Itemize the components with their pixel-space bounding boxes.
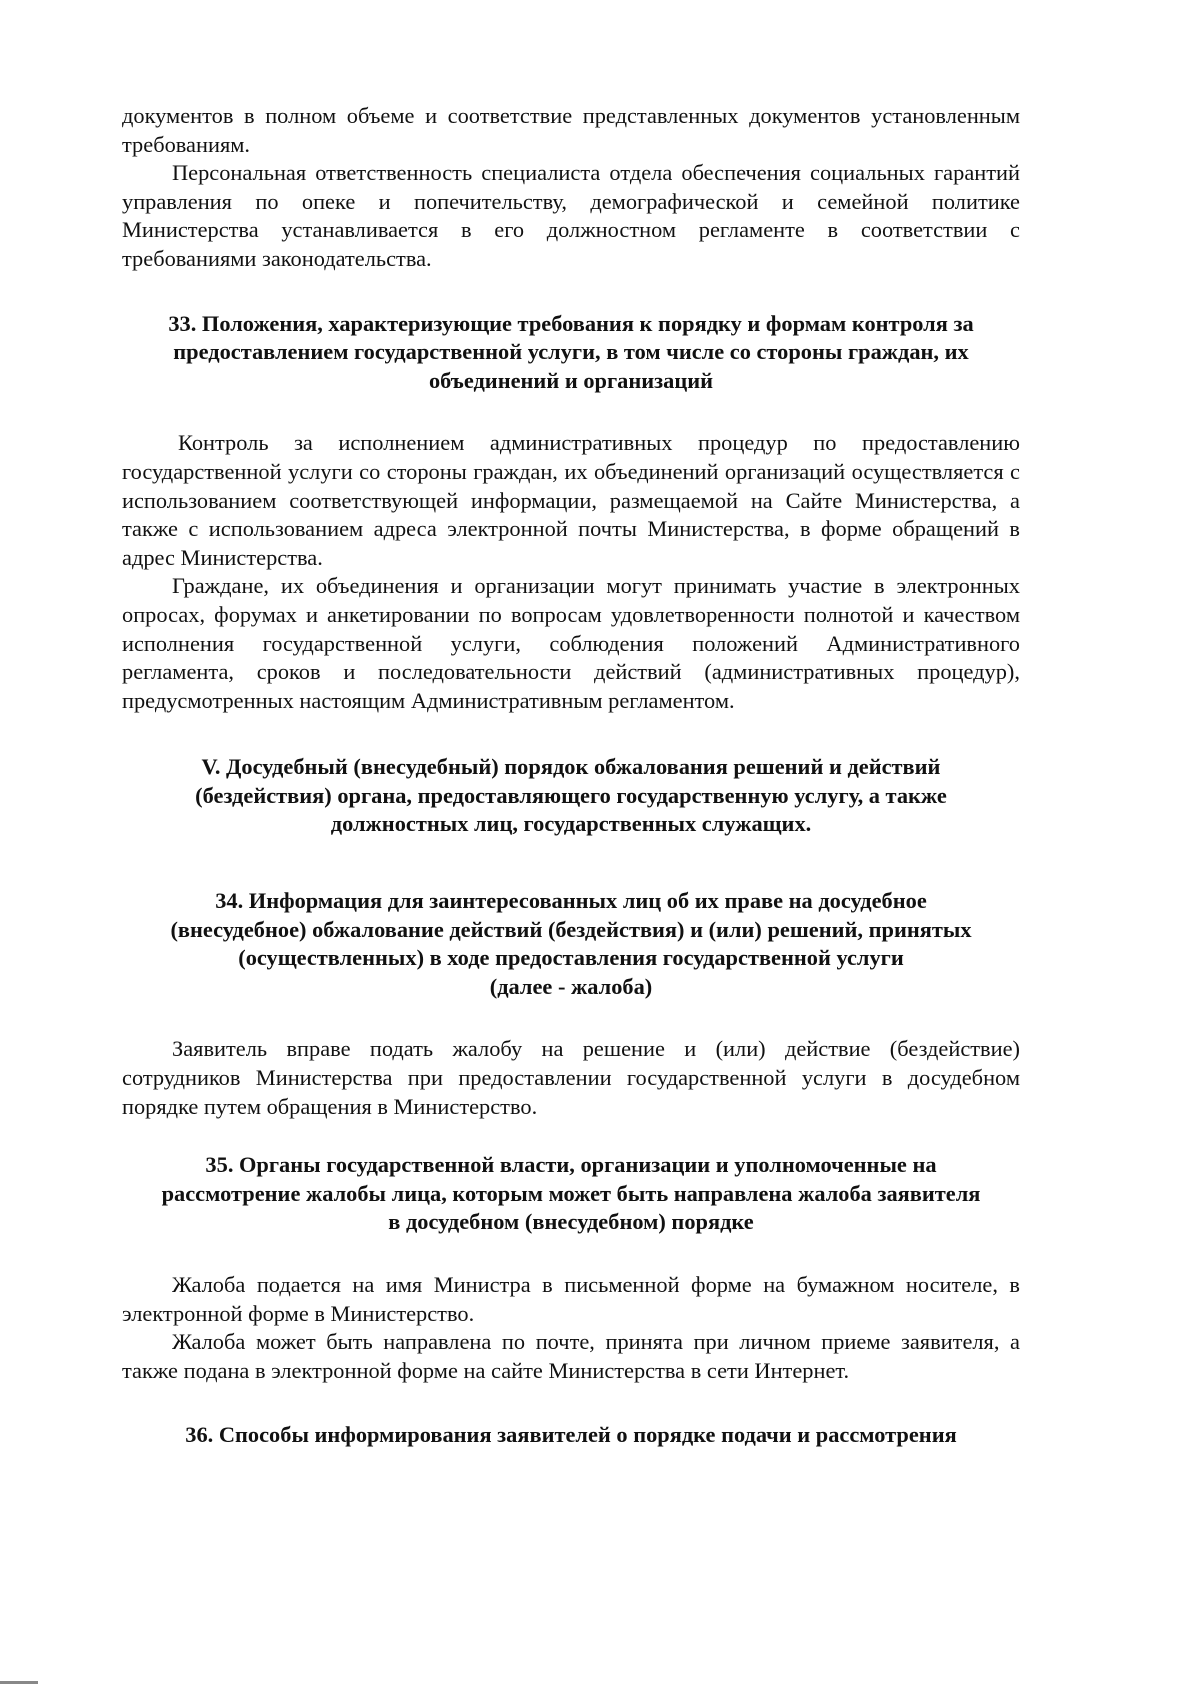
document-page — [122, 102, 1020, 1450]
paragraph-complaint-right: Заявитель вправе подать жалобу на решение и (или) действие (бездействие) сотрудников Министерства при предоставлении государственной услуги в досудебном порядке путем обращения в Министерство. — [122, 1036, 1020, 1119]
paragraph-control-execution: Контроль за исполнением административных процедур по предоставлению государственной услуги со стороны граждан, их объединений организаций осуществляется с использованием соответствующей информации, размещаемой на Сайте Министерства, а также с использованием адреса электронной почты Министерства, в форме обращений в адрес Министерства. — [122, 430, 1020, 570]
scan-edge-mark — [0, 1681, 38, 1684]
heading-v-line-2: (бездействия) органа, предоставляющего государственную услугу, а также — [195, 782, 947, 808]
heading-34-line-2: (внесудебное) обжалование действий (бездействия) и (или) решений, принятых — [170, 916, 972, 942]
heading-35-line-2: рассмотрение жалобы лица, которым может быть направлена жалоба заявителя — [161, 1180, 981, 1206]
heading-34-line-3: (осуществленных) в ходе предоставления государственной услуги — [238, 945, 904, 971]
paragraph-complaint-submission: Жалоба подается на имя Министра в письменной форме на бумажном носителе, в электронной форме в Министерство. — [122, 1272, 1020, 1326]
heading-v-line-1: V. Досудебный (внесудебный) порядок обжалования решений и действий — [201, 754, 941, 780]
heading-section-35 — [122, 1151, 1020, 1237]
heading-35-line-3: в досудебном (внесудебном) порядке — [388, 1209, 754, 1235]
heading-34-line-4: (далее - жалоба) — [489, 973, 653, 999]
heading-section-34 — [122, 887, 1020, 1001]
heading-v-line-3: должностных лиц, государственных служащих. — [330, 811, 812, 837]
heading-35-line-1: 35. Органы государственной власти, организации и уполномоченные на — [205, 1152, 937, 1178]
heading-33-line-3: объединений и организаций — [428, 367, 714, 393]
heading-33-line-1: 33. Положения, характеризующие требования к порядку и формам контроля за — [168, 310, 974, 336]
paragraph-personal-responsibility: Персональная ответственность специалиста отдела обеспечения социальных гарантий управления по опеке и попечительству, демографической и семейной политике Министерства устанавливается в его должностном регламенте в соответствии с требованиями законодательства. — [122, 160, 1020, 271]
heading-section-36 — [122, 1421, 1020, 1450]
heading-chapter-v — [122, 753, 1020, 839]
paragraph-intro-continuation: документов в полном объеме и соответствие представленных документов установленным требованиям. — [122, 103, 1020, 157]
heading-36-line-1: 36. Способы информирования заявителей о порядке подачи и рассмотрения — [185, 1422, 957, 1448]
paragraph-citizens-participation: Граждане, их объединения и организации могут принимать участие в электронных опросах, форумах и анкетировании по вопросам удовлетворенности полнотой и качеством исполнения государственной услуги, соблюдения положений Административного регламента, сроков и последовательности действий (административных процедур), предусмотренных настоящим Административным регламентом. — [122, 573, 1020, 713]
heading-section-33 — [122, 310, 1020, 396]
heading-34-line-1: 34. Информация для заинтересованных лиц об их праве на досудебное — [215, 888, 927, 914]
paragraph-complaint-delivery: Жалоба может быть направлена по почте, принята при личном приеме заявителя, а также подана в электронной форме на сайте Министерства в сети Интернет. — [122, 1329, 1020, 1383]
heading-33-line-2: предоставлением государственной услуги, в том числе со стороны граждан, их — [173, 339, 969, 365]
